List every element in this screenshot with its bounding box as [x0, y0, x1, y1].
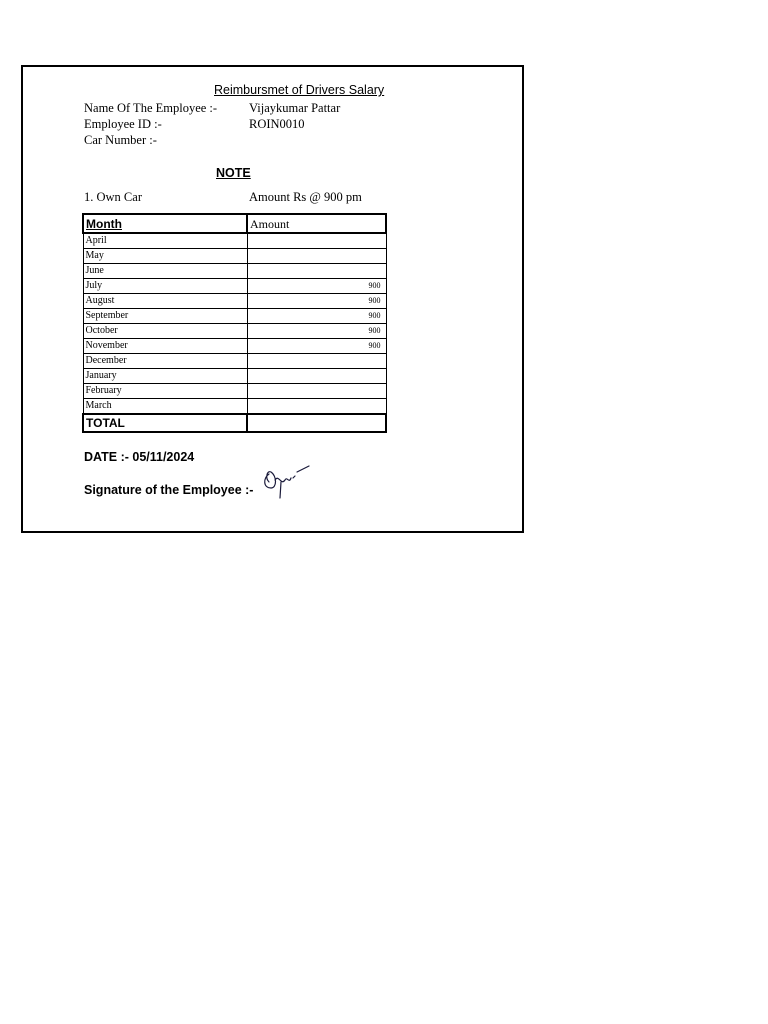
month-cell: January [83, 369, 247, 384]
employee-id-value: ROIN0010 [249, 117, 305, 131]
reimbursement-form [21, 65, 524, 533]
month-cell: April [83, 233, 247, 249]
month-cell: August [83, 294, 247, 309]
table-row [83, 369, 386, 384]
table-header-row [83, 214, 386, 233]
month-cell: September [83, 309, 247, 324]
total-label: TOTAL [83, 414, 247, 432]
amount-cell [247, 233, 386, 249]
month-cell: March [83, 399, 247, 415]
amount-cell [247, 249, 386, 264]
month-cell: May [83, 249, 247, 264]
total-amount [247, 414, 386, 432]
date-line: DATE :- 05/11/2024 [84, 450, 195, 464]
amount-cell [247, 384, 386, 399]
table-row [83, 279, 386, 294]
signature-image [259, 464, 311, 502]
table-row [83, 324, 386, 339]
table-row [83, 294, 386, 309]
month-cell: October [83, 324, 247, 339]
table-row [83, 339, 386, 354]
note-item: 1. Own Car [84, 190, 142, 204]
amount-cell: 900 [247, 309, 386, 324]
table-row [83, 384, 386, 399]
form-title: Reimbursmet of Drivers Salary [214, 83, 385, 97]
table-row [83, 399, 386, 415]
header-amount: Amount [247, 214, 386, 233]
amount-cell: 900 [247, 339, 386, 354]
month-cell: June [83, 264, 247, 279]
amount-cell: 900 [247, 279, 386, 294]
month-cell: February [83, 384, 247, 399]
month-cell: November [83, 339, 247, 354]
table-row [83, 309, 386, 324]
total-row [83, 414, 386, 432]
month-cell: December [83, 354, 247, 369]
table-row [83, 264, 386, 279]
signature-label: Signature of the Employee :- [84, 483, 254, 497]
amount-cell [247, 264, 386, 279]
month-cell: July [83, 279, 247, 294]
car-number-label: Car Number :- [84, 133, 157, 147]
amount-cell [247, 369, 386, 384]
employee-name-label: Name Of The Employee :- [84, 101, 218, 115]
table-row [83, 249, 386, 264]
employee-name-value: Vijaykumar Pattar [249, 101, 341, 115]
employee-id-label: Employee ID :- [84, 117, 162, 131]
amount-cell: 900 [247, 324, 386, 339]
header-month: Month [83, 214, 247, 233]
note-heading: NOTE [216, 166, 251, 180]
amount-cell [247, 399, 386, 415]
note-amount: Amount Rs @ 900 pm [249, 190, 362, 204]
amount-cell: 900 [247, 294, 386, 309]
table-row [83, 233, 386, 249]
table-row [83, 354, 386, 369]
salary-table [82, 213, 387, 433]
amount-cell [247, 354, 386, 369]
